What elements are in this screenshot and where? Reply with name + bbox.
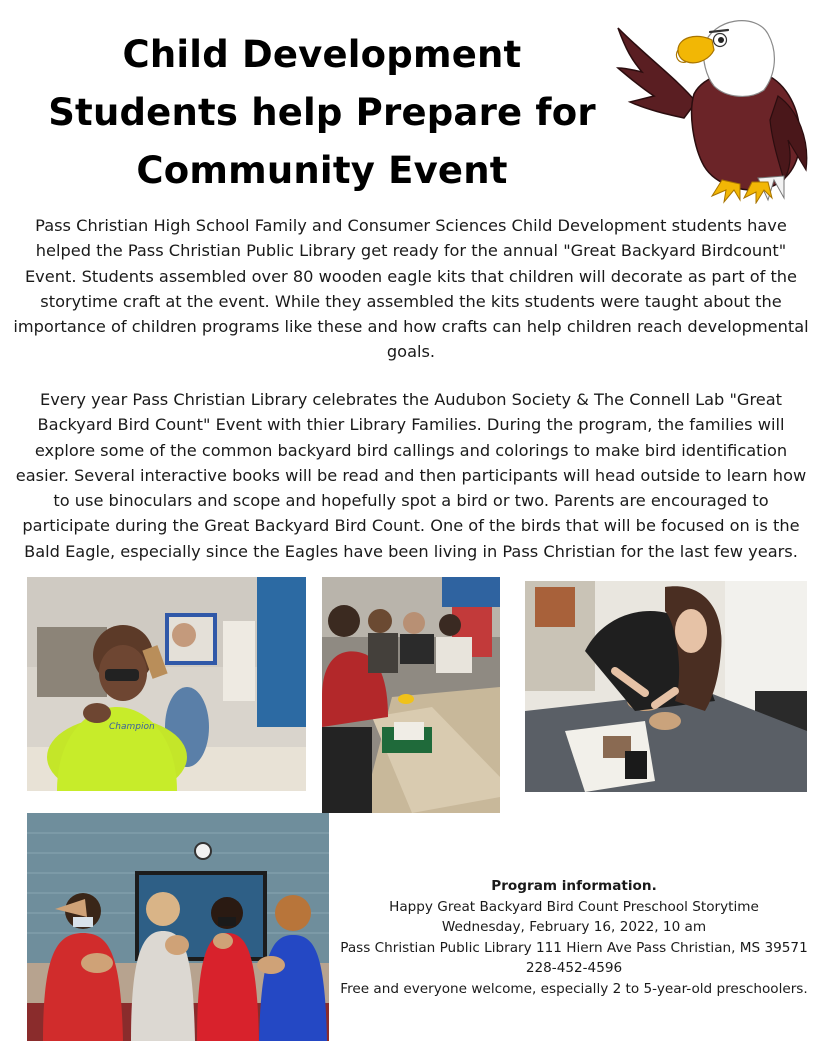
program-note: Free and everyone welcome, especially 2 to 5-year-old preschoolers. [340, 980, 808, 997]
program-location: Pass Christian Public Library 111 Hiern Ave Pass Christian, MS 39571 [340, 939, 808, 956]
eagle-mascot-illustration [608, 10, 812, 204]
event-paragraph: Every year Pass Christian Library celebrates the Audubon Society & The Connell Lab "Great Backyard Bird Count" Event with thier Library Families. During the program, the families will explore some of the common backyard bird callings and colorings to make bird identification easier. Several interactive books will be read and then participants will head outside to learn how to use binoculars and scope and hopefully spot a bird or two. Parents are encouraged to participate during the Great Backyard Bird Count. One of the birds that will be focused on is the Bald Eagle, especially since the Eagles have been living in Pass Christian for the last few years. [15, 390, 807, 561]
program-event-name: Happy Great Backyard Bird Count Preschool Storytime [389, 898, 759, 915]
program-phone: 228-452-4596 [525, 960, 623, 976]
program-information [330, 876, 818, 999]
photo-students-holding-eagles [27, 813, 329, 1041]
photo-students-at-tables [322, 577, 500, 813]
photo-student-assembling-kit [525, 581, 807, 792]
page-title [22, 26, 622, 200]
sweatshirt-logo: Champion [109, 722, 155, 732]
title-line-1: Child Development [122, 33, 522, 76]
title-line-3: Community Event [136, 149, 508, 192]
title-line-2: Students help Prepare for [48, 91, 596, 134]
program-info-heading: Program information. [491, 878, 657, 894]
program-date-time: Wednesday, February 16, 2022, 10 am [441, 919, 707, 935]
photo-student-green-sweatshirt [27, 577, 306, 791]
intro-paragraph: Pass Christian High School Family and Consumer Sciences Child Development students have helped the Pass Christian Public Library get ready for the annual "Great Backyard Birdcount" Event. Students assembled over 80 wooden eagle kits that children will decorate as part of the storytime craft at the event. While they assembled the kits students were taught about the importance of children programs like these and how crafts can help children reach developmental goals. [13, 216, 809, 362]
